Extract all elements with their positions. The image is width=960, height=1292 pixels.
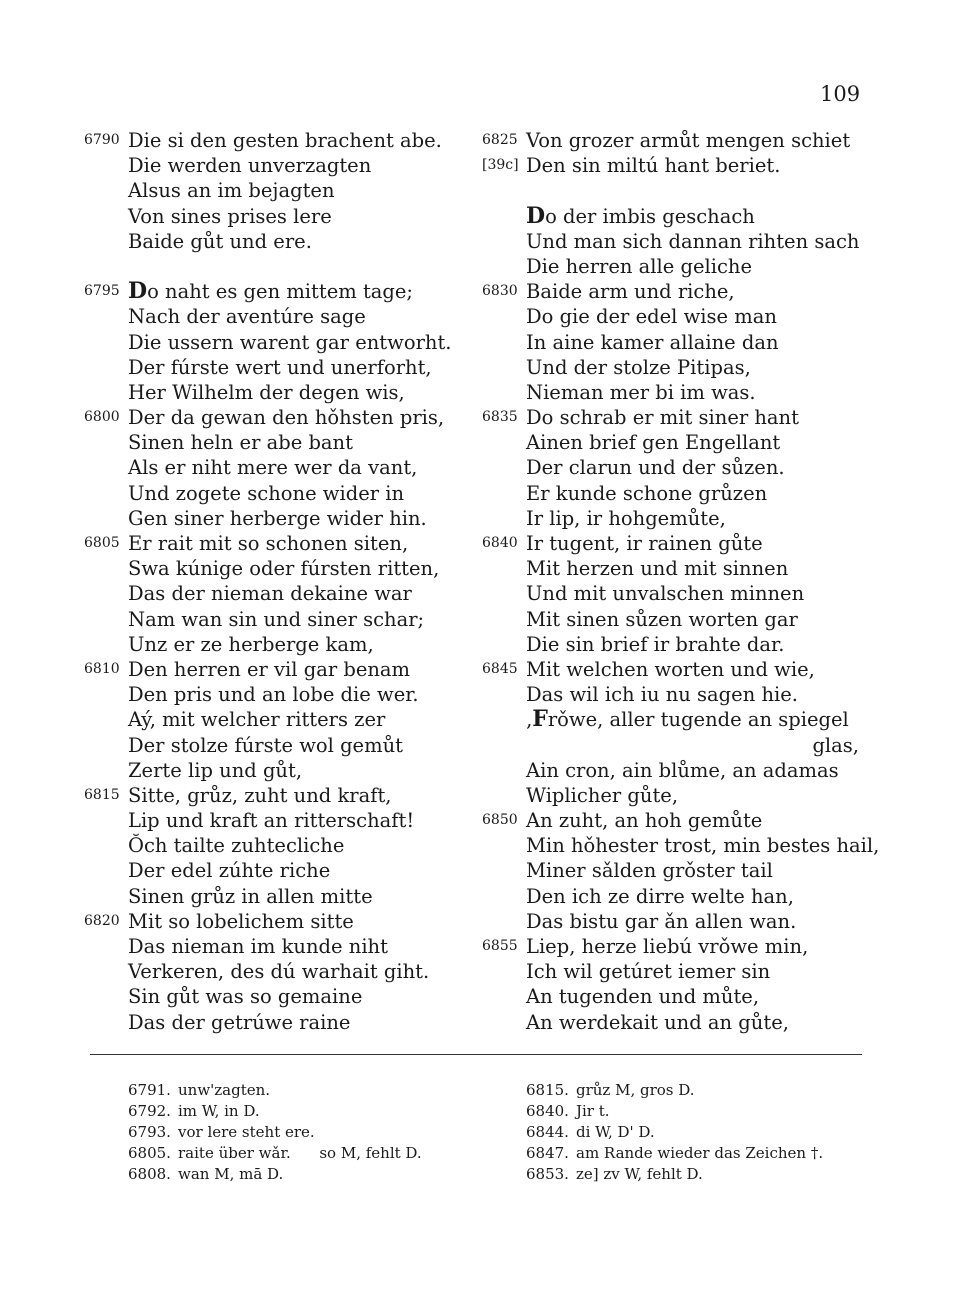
verse-line xyxy=(482,380,877,405)
footnote xyxy=(526,1122,823,1143)
verse-text: Her Wilhelm der degen wis, xyxy=(128,380,405,404)
verse-text: Liep, herze liebú vrǒwe min, xyxy=(526,935,809,958)
verse-line xyxy=(482,833,880,858)
line-number: 6855 xyxy=(482,938,518,954)
verse-text: Ŏch tailte zuhtecliche xyxy=(128,834,345,858)
line-number: 6800 xyxy=(84,409,120,426)
verse-line xyxy=(482,355,877,380)
verse-line xyxy=(84,405,479,430)
verse-line xyxy=(84,254,479,279)
line-number: 6790 xyxy=(84,132,120,148)
verse-line xyxy=(84,506,479,531)
line-number: 6820 xyxy=(84,912,120,929)
verse-text: Als er niht mere wer da vant, xyxy=(128,456,418,480)
verse-line xyxy=(84,531,479,556)
verse-line xyxy=(84,707,479,732)
verse-text: Swa kúnige oder fúrsten ritten, xyxy=(128,557,440,581)
verse-line xyxy=(84,858,479,883)
verse-text: Gen siner herberge wider hin. xyxy=(128,506,427,530)
verse-text: Baide gůt und ere. xyxy=(128,229,312,253)
verse-text: Sinen grůz in allen mitte xyxy=(128,884,373,908)
verse-line xyxy=(482,430,877,455)
verse-line xyxy=(84,279,479,304)
verse-line xyxy=(84,934,479,959)
footnote-text: di W, D' D. xyxy=(576,1123,655,1141)
footnote-number: 6805. xyxy=(128,1144,171,1162)
footnote xyxy=(526,1101,823,1122)
verse-text: Mit sinen sůzen worten gar xyxy=(526,607,798,631)
footnote-number: 6808. xyxy=(128,1165,171,1183)
verse-line xyxy=(84,984,479,1009)
footnote-text: Jir t. xyxy=(576,1102,610,1120)
verse-text: Aý, mit welcher ritters zer xyxy=(128,708,386,732)
verse-text: Die si den gesten brachent abe. xyxy=(128,129,442,152)
footnote-number: 6791. xyxy=(128,1081,171,1099)
verse-text: Do gie der edel wise man xyxy=(526,305,777,329)
footnote xyxy=(526,1143,823,1164)
verse-line xyxy=(482,607,877,632)
verse-text: Nach der aventúre sage xyxy=(128,305,366,329)
verse-text: Er rait mit so schonen siten, xyxy=(128,532,409,555)
verse-line xyxy=(84,607,479,632)
verse-line xyxy=(84,455,479,480)
verse-line xyxy=(84,783,479,808)
footnote-text: raite über wǎr. so M, fehlt D. xyxy=(178,1144,422,1162)
verse-line xyxy=(482,808,877,833)
verse-text: Nam wan sin und siner schar; xyxy=(128,607,425,631)
verse-line xyxy=(482,153,877,178)
line-number: 6850 xyxy=(482,812,518,829)
verse-text: Sinen heln er abe bant xyxy=(128,431,353,455)
footnotes-left xyxy=(128,1080,422,1185)
verse-text: Das wil ich iu nu sagen hie. xyxy=(526,683,799,707)
verse-line xyxy=(482,481,877,506)
line-number: 6825 xyxy=(482,132,518,148)
left-column xyxy=(84,128,479,1035)
verse-text: Ir lip, ir hohgemůte, xyxy=(526,506,726,530)
footnote-number: 6840. xyxy=(526,1102,569,1120)
verse-text: Das der getrúwe raine xyxy=(128,1010,351,1034)
verse-text: In aine kamer allaine dan xyxy=(526,330,779,354)
verse-text: Das bistu gar ǎn allen wan. xyxy=(526,909,797,933)
verse-line xyxy=(482,909,877,934)
verse-line xyxy=(482,128,877,153)
line-number: 6805 xyxy=(84,535,120,551)
verse-text: Nieman mer bi im was. xyxy=(526,380,756,404)
verse-text: Zerte lip und gůt, xyxy=(128,758,303,782)
verse-line xyxy=(84,909,479,934)
verse-text: Miner sǎlden grǒster tail xyxy=(526,859,773,883)
line-number: 6830 xyxy=(482,283,518,300)
footnote xyxy=(128,1143,422,1164)
footnote-number: 6844. xyxy=(526,1123,569,1141)
verse-text: Der clarun und der sůzen. xyxy=(526,456,785,480)
verse-text: Wiplicher gůte, xyxy=(526,783,679,807)
verse-text: Verkeren, des dú warhait giht. xyxy=(128,960,430,984)
verse-text: Der da gewan den hǒhsten pris, xyxy=(128,406,445,430)
verse-line xyxy=(482,330,877,355)
verse-text: Den pris und an lobe die wer. xyxy=(128,683,419,707)
verse-line xyxy=(84,430,479,455)
verse-line xyxy=(84,355,479,380)
verse-text: Den ich ze dirre welte han, xyxy=(526,884,794,908)
verse-line xyxy=(482,405,877,430)
verse-text: Von sines prises lere xyxy=(128,204,332,228)
verse-text: Ain cron, ain blůme, an adamas xyxy=(526,758,839,782)
footnote xyxy=(526,1080,823,1101)
verse-line xyxy=(482,707,877,732)
verse-text: Do naht es gen mittem tage; xyxy=(128,278,414,305)
verse-line xyxy=(84,581,479,606)
line-number: 6845 xyxy=(482,660,518,677)
footnote-number: 6793. xyxy=(128,1123,171,1141)
verse-line xyxy=(84,229,479,254)
verse-text: Baide arm und riche, xyxy=(526,280,735,304)
verse-line xyxy=(482,959,877,984)
line-number: 6815 xyxy=(84,786,120,803)
verse-line xyxy=(482,1010,877,1035)
verse-line xyxy=(84,959,479,984)
footnote-number: 6847. xyxy=(526,1144,569,1162)
verse-line xyxy=(84,481,479,506)
footnote xyxy=(128,1164,422,1185)
verse-text: Min hǒhester trost, min bestes hail, xyxy=(526,834,880,858)
right-column xyxy=(482,128,880,1035)
verse-text: Den herren er vil gar benam xyxy=(128,657,411,681)
verse-text: Der fúrste wert und unerforht, xyxy=(128,355,432,379)
footnote-text: unw'zagten. xyxy=(178,1081,271,1099)
verse-line xyxy=(84,1010,479,1035)
verse-line xyxy=(84,178,479,203)
verse-text: Sin gůt was so gemaine xyxy=(128,985,363,1009)
verse-line xyxy=(482,984,877,1009)
footnote-text: grůz M, gros D. xyxy=(576,1081,695,1099)
verse-text: Mit herzen und mit sinnen xyxy=(526,557,789,581)
footnote xyxy=(128,1122,422,1143)
verse-line xyxy=(482,279,877,304)
verse-line xyxy=(482,758,877,783)
verse-text: Und der stolze Pitipas, xyxy=(526,355,751,379)
verse-line xyxy=(84,884,479,909)
verse-text: ‚Frǒwe, aller tugende an spiegel xyxy=(526,706,849,733)
verse-text: Sitte, grůz, zuht und kraft, xyxy=(128,783,392,807)
verse-line xyxy=(482,304,877,329)
verse-text: glas, xyxy=(812,733,859,757)
verse-text: An zuht, an hoh gemůte xyxy=(526,809,763,833)
verse-line xyxy=(84,153,479,178)
footnote-divider xyxy=(90,1054,862,1055)
line-number: [39c] xyxy=(482,157,519,174)
verse-line xyxy=(84,304,479,329)
page-number: 109 xyxy=(820,82,861,106)
verse-text: Das der nieman dekaine war xyxy=(128,582,412,606)
verse-text: Er kunde schone grůzen xyxy=(526,481,768,505)
verse-line xyxy=(84,128,479,153)
verse-line xyxy=(482,455,877,480)
verse-line xyxy=(84,682,479,707)
verse-text: Die sin brief ir brahte dar. xyxy=(526,632,785,656)
verse-line xyxy=(84,632,479,657)
line-number: 6810 xyxy=(84,660,120,677)
verse-line xyxy=(482,204,877,229)
verse-text: Ainen brief gen Engellant xyxy=(526,431,781,455)
verse-line xyxy=(84,556,479,581)
verse-line xyxy=(482,581,877,606)
line-number: 6840 xyxy=(482,535,518,551)
verse-line xyxy=(482,682,877,707)
verse-line xyxy=(84,758,479,783)
verse-text: An tugenden und můte, xyxy=(526,985,760,1009)
verse-line xyxy=(482,556,877,581)
verse-text: Die ussern warent gar entworht. xyxy=(128,330,452,354)
verse-text: Und zogete schone wider in xyxy=(128,481,405,505)
verse-line xyxy=(482,531,877,556)
footnote-text: wan M, mā D. xyxy=(178,1165,284,1183)
verse-text: Mit welchen worten und wie, xyxy=(526,657,815,681)
verse-text: Den sin miltú hant beriet. xyxy=(526,154,781,178)
verse-line xyxy=(84,808,479,833)
verse-text: Das nieman im kunde niht xyxy=(128,935,388,958)
verse-line xyxy=(482,229,877,254)
verse-text: Der edel zúhte riche xyxy=(128,859,331,883)
verse-line xyxy=(84,380,479,405)
verse-text: Ir tugent, ir rainen gůte xyxy=(526,532,763,555)
verse-text: Der stolze fúrste wol gemůt xyxy=(128,733,403,757)
verse-line xyxy=(482,934,877,959)
verse-text: Do schrab er mit siner hant xyxy=(526,406,799,430)
verse-text: Unz er ze herberge kam, xyxy=(128,632,374,656)
verse-text: Und mit unvalschen minnen xyxy=(526,582,805,606)
verse-text: Lip und kraft an ritterschaft! xyxy=(128,809,415,833)
verse-text: An werdekait und an gůte, xyxy=(526,1010,789,1034)
verse-text: Alsus an im bejagten xyxy=(128,179,335,203)
verse-text: Von grozer armůt mengen schiet xyxy=(526,129,851,152)
verse-line xyxy=(482,254,877,279)
verse-line xyxy=(482,506,877,531)
verse-line xyxy=(84,657,479,682)
verse-line xyxy=(482,178,877,203)
footnote-number: 6815. xyxy=(526,1081,569,1099)
verse-line xyxy=(84,733,479,758)
verse-line xyxy=(84,204,479,229)
verse-text: Do der imbis geschach xyxy=(526,202,755,229)
footnote-text: vor lere steht ere. xyxy=(178,1123,315,1141)
footnote-text: im W, in D. xyxy=(178,1102,260,1120)
verse-text: Und man sich dannan rihten sach xyxy=(526,229,860,253)
verse-text: Die herren alle geliche xyxy=(526,254,753,278)
verse-line xyxy=(482,884,877,909)
footnotes-right xyxy=(526,1080,823,1185)
verse-text: Mit so lobelichem sitte xyxy=(128,909,354,933)
verse-line xyxy=(482,783,877,808)
verse-line xyxy=(482,858,877,883)
verse-line xyxy=(482,632,877,657)
verse-text: Die werden unverzagten xyxy=(128,154,372,178)
verse-text: Ich wil getúret iemer sin xyxy=(526,960,771,984)
verse-line xyxy=(84,330,479,355)
line-number: 6795 xyxy=(84,283,120,300)
footnote-number: 6853. xyxy=(526,1165,569,1183)
verse-line xyxy=(482,657,877,682)
footnote-text: ze] zv W, fehlt D. xyxy=(576,1165,703,1183)
footnote xyxy=(128,1101,422,1122)
footnote xyxy=(526,1164,823,1185)
footnote-number: 6792. xyxy=(128,1102,171,1120)
footnote-text: am Rande wieder das Zeichen †. xyxy=(576,1144,824,1162)
footnote xyxy=(128,1080,422,1101)
line-number: 6835 xyxy=(482,409,518,426)
verse-line xyxy=(482,733,877,758)
verse-line xyxy=(84,833,479,858)
